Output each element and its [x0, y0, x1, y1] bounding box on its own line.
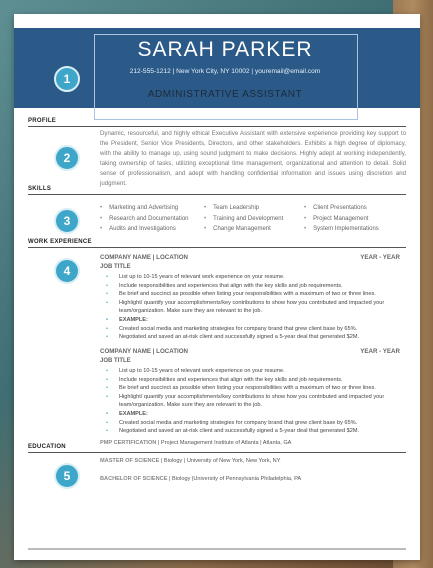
job-1-bullets — [106, 273, 406, 342]
section-title-experience: WORK EXPERIENCE — [28, 239, 92, 245]
bullet-item: • Include responsibilities and experiences that align with the key skills and job requirements. — [106, 376, 406, 385]
marker-2: 2 — [54, 145, 80, 171]
skill-item: • Training and Development — [204, 214, 283, 225]
bullet-example-label: • EXAMPLE: — [106, 316, 406, 325]
skill-item: • System Implementations — [304, 224, 379, 235]
marker-3: 3 — [54, 208, 80, 234]
skill-item: • Research and Documentation — [100, 214, 189, 225]
bullet-item: • List up to 10-15 years of relevant work experience on your resume. — [106, 367, 406, 376]
profile-summary: Dynamic, resourceful, and highly ethical Executive Assistant with extensive experience providing key support to the President, Senior Vice Presidents, Directors, and other stakeholders. Exhibits a high degree of diplomacy, with the ability to manage up, using sound judgment to make decisions. Highly adept at working independently, taking ownership of tasks, utilizing exceptional time management, organizational and attention to detail. Solid sense of professionalism, and adept with handling confidential information and issues using discretion and judgment. — [100, 130, 406, 188]
job-years: YEAR - YEAR — [360, 348, 400, 355]
job-1-company — [100, 254, 400, 261]
skill-item: • Project Management — [304, 214, 379, 225]
education-label: BACHELOR OF SCIENCE — [100, 476, 168, 482]
job-1-title: JOB TITLE — [100, 264, 131, 270]
education-detail: | Biology |University of Pennsylvania Philadelphia, PA — [167, 476, 302, 482]
job-company-location: COMPANY NAME | LOCATION — [100, 348, 189, 355]
skills-column-2 — [204, 203, 283, 235]
job-2-company — [100, 348, 400, 355]
resume-page — [14, 14, 420, 560]
section-rule — [28, 247, 406, 248]
section-title-education: EDUCATION — [28, 444, 66, 450]
bullet-item: • Be brief and succinct as possible when listing your responsibilities with a maximum of two or three lines. — [106, 384, 406, 393]
section-title-profile: PROFILE — [28, 118, 57, 124]
education-detail: | Biology | University of New York, New York, NY — [159, 458, 281, 464]
job-years: YEAR - YEAR — [360, 254, 400, 261]
bullet-item: • Highlight/ quantify your accomplishments/key contributions to show how you contributed and impacted your team/organization. Make sure they are relevant to the job. — [106, 393, 406, 410]
skill-item: • Audits and Investigations — [100, 224, 189, 235]
bullet-item: • Include responsibilities and experiences that align with the key skills and job requirements. — [106, 282, 406, 291]
job-role-title: ADMINISTRATIVE ASSISTANT — [147, 89, 303, 100]
education-label: MASTER OF SCIENCE — [100, 458, 160, 464]
footer-rule — [28, 548, 406, 550]
bullet-item: • Negotiated and saved an at-risk client and successfully signed a 5-year deal that generated $2M. — [106, 333, 406, 342]
bullet-item: • Created social media and marketing strategies for company brand that grew client base by 65%. — [106, 419, 406, 428]
education-label: PMP CERTIFICATION — [100, 440, 157, 446]
section-title-skills: SKILLS — [28, 186, 52, 192]
skill-item: • Marketing and Advertising — [100, 203, 189, 214]
skills-column-3 — [304, 203, 379, 235]
marker-1: 1 — [54, 66, 80, 92]
candidate-name: SARAH PARKER — [137, 38, 313, 61]
skill-item: • Team Leadership — [204, 203, 283, 214]
bullet-item: • Negotiated and saved an at-risk client and successfully signed a 5-year deal that generated $2M. — [106, 427, 406, 436]
bullet-example-label: • EXAMPLE: — [106, 410, 406, 419]
skills-column-1 — [100, 203, 189, 235]
education-item — [100, 440, 291, 446]
section-rule — [28, 126, 406, 127]
bullet-item: • List up to 10-15 years of relevant work experience on your resume. — [106, 273, 406, 282]
education-item — [100, 458, 280, 464]
skill-item: • Client Presentations — [304, 203, 379, 214]
marker-4: 4 — [54, 258, 80, 284]
contact-line: 212-555-1212 | New York City, NY 10002 | youremail@email.com — [129, 68, 321, 75]
bullet-item: • Highlight/ quantify your accomplishments/key contributions to show how you contributed and impacted your team/organization. Make sure they are relevant to the job. — [106, 299, 406, 316]
skill-item: • Change Management — [204, 224, 283, 235]
marker-5: 5 — [54, 463, 80, 489]
job-2-bullets — [106, 367, 406, 436]
bullet-item: • Be brief and succinct as possible when listing your responsibilities with a maximum of two or three lines. — [106, 290, 406, 299]
section-rule — [28, 452, 406, 453]
bullet-item: • Created social media and marketing strategies for company brand that grew client base by 65%. — [106, 325, 406, 334]
education-item — [100, 476, 301, 482]
section-rule — [28, 194, 406, 195]
job-2-title: JOB TITLE — [100, 358, 131, 364]
education-detail: | Project Management Institute of Atlanta | Atlanta, GA — [156, 440, 292, 446]
job-company-location: COMPANY NAME | LOCATION — [100, 254, 189, 261]
